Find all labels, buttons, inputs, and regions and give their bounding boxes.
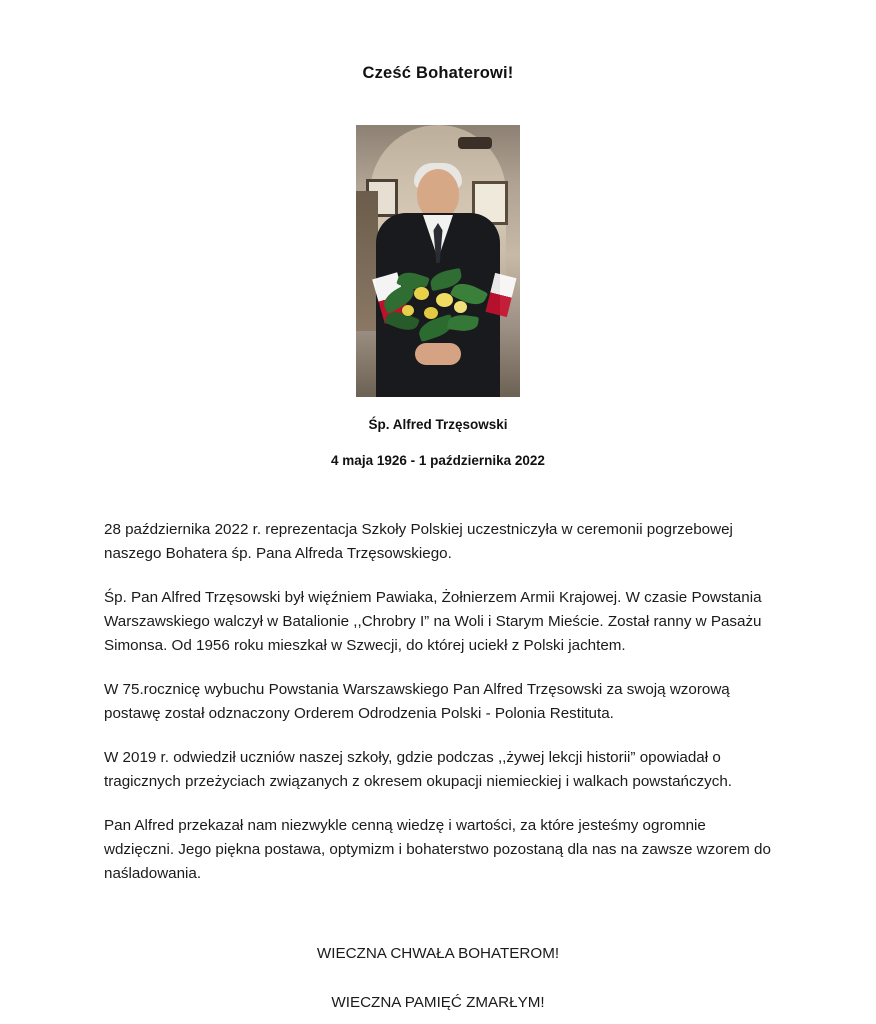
photo-lamp — [458, 137, 492, 149]
closing-line: WIECZNA CHWAŁA BOHATEROM! — [316, 945, 560, 963]
portrait-photo — [356, 125, 520, 397]
page-title: Cześć Bohaterowi! — [362, 64, 514, 82]
photo-person-hands — [415, 343, 461, 365]
photo-container — [104, 125, 772, 397]
paragraph: Pan Alfred przekazał nam niezwykle cenną wiedzę i wartości, za które jesteśmy ogromnie wdzięczni. Jego piękna postawa, optymizm i bohaterstwo pozostaną dla nas na zawsze wzorem do naśladowania. — [104, 817, 771, 883]
closing-lines — [104, 942, 772, 1015]
body-text — [104, 518, 772, 886]
closing-line: WIECZNA PAMIĘĆ ZMARŁYM! — [331, 993, 545, 1011]
paragraph: W 2019 r. odwiedził uczniów naszej szkoły, gdzie podczas ,,żywej lekcji historii” opowiadał o tragicznych przeżyciach związanych z okresem okupacji niemieckiej i walkach powstańczych. — [104, 749, 733, 791]
paragraph: W 75.rocznicę wybuchu Powstania Warszawskiego Pan Alfred Trzęsowski za swoją wzorową postawę został odznaczony Orderem Odrodzenia Polski - Polonia Restituta. — [104, 681, 730, 723]
paragraph: 28 października 2022 r. reprezentacja Szkoły Polskiej uczestniczyła w ceremonii pogrzebowej naszego Bohatera śp. Pana Alfreda Trzęsowskiego. — [104, 521, 733, 563]
paragraph: Śp. Pan Alfred Trzęsowski był więźniem Pawiaka, Żołnierzem Armii Krajowej. W czasie Powstania Warszawskiego walczył w Batalionie ,,Chrobry I” na Woli i Starym Mieście. Został ranny w Pasażu Simonsa. Od 1956 roku mieszkał w Szwecji, do której uciekł z Polski jachtem. — [104, 589, 762, 655]
photo-doorway — [356, 191, 378, 331]
photo-person-head — [417, 169, 459, 219]
caption-name: Śp. Alfred Trzęsowski — [368, 417, 508, 432]
caption-dates: 4 maja 1926 - 1 października 2022 — [331, 453, 545, 468]
